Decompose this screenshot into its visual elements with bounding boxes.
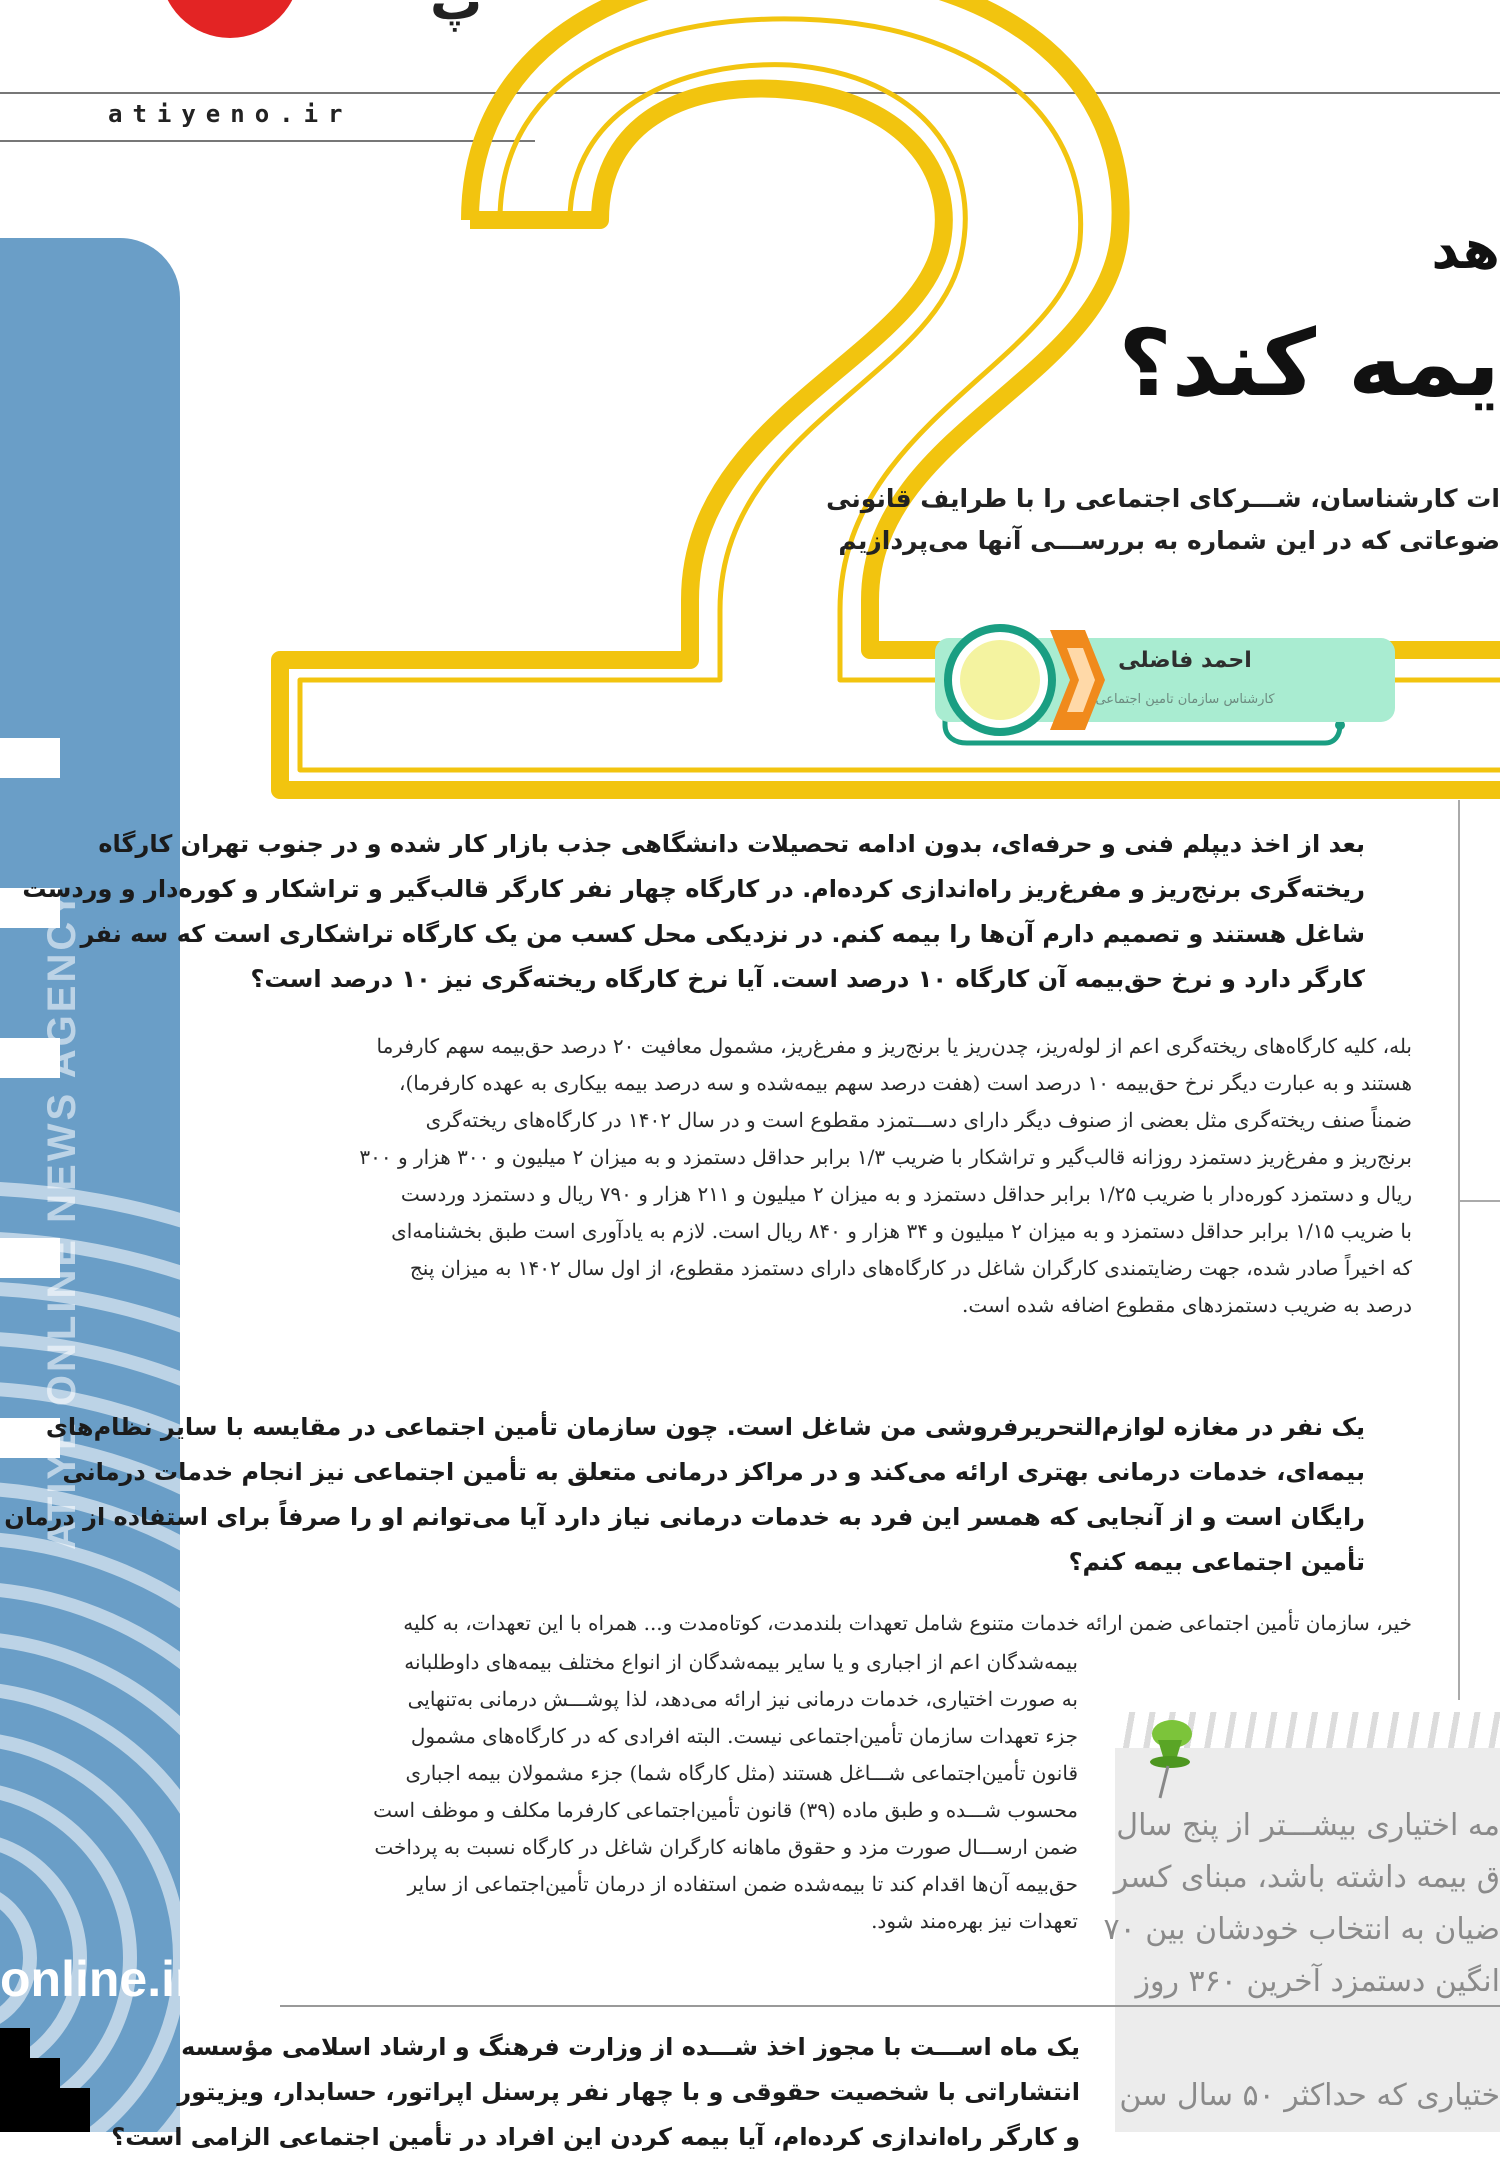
side-note-text	[1103, 1800, 1500, 2008]
answer-line: محسوب شـــده و طبق ماده (۳۹) قانون تأمین‌اجتماعی کارفرما مکلف و موظف است	[373, 1798, 1078, 1822]
answer-line: هستند و به عبارت دیگر نرخ حق‌بیمه ۱۰ درصد است (هفت درصد سهم بیمه‌شده و سه درصد بیمه بیکاری به عهده کارفرما)،	[399, 1071, 1412, 1095]
question-line: کارگر دارد و نرخ حق‌بیمه آن کارگاه ۱۰ درصد است. آیا نرخ کارگاه ریخته‌گری نیز ۱۰ درصد است؟	[250, 965, 1365, 993]
question-line: بیمه‌ای، خدمات درمانی بهتری ارائه می‌کند و در مراکز درمانی متعلق به تأمین اجتماعی نیز انجام خدمات درمانی	[62, 1458, 1365, 1486]
article-lead	[826, 478, 1500, 562]
band-url-fragment: online.ir	[0, 1951, 195, 2007]
side-note-text-2	[1119, 2070, 1500, 2122]
answer-2-first-line	[282, 1605, 1412, 1642]
answer-line: بله، کلیه کارگاه‌های ریخته‌گری اعم از لوله‌ریز، چدن‌ریز یا برنج‌ریز و مفرغ‌ریز، مشمول معافیت ۲۰ درصد حق‌بیمه سهم کارفرما	[376, 1034, 1412, 1058]
section-divider	[280, 2005, 1500, 2007]
question-line: و کارگر راه‌اندازی کرده‌ام، آیا بیمه کردن این افراد در تأمین اجتماعی الزامی است؟	[111, 2123, 1080, 2151]
column-rule-tick	[1458, 1200, 1500, 1202]
question-3	[111, 2025, 1080, 2160]
answer-line: با ضریب ۱/۱۵ برابر حداقل دستمزد و به میزان ۲ میلیون و ۳۴ هزار و ۸۴۰ ریال است. لازم به یادآوری است طبق بخشنامه‌ای	[391, 1219, 1412, 1243]
answer-line: به صورت اختیاری، خدمات درمانی نیز ارائه می‌دهد، لذا پوشـــش درمانی به‌تنهایی	[407, 1687, 1078, 1711]
note-line: ضیان به انتخاب خودشان بین ۷۰	[1103, 1912, 1500, 1947]
answer-line: برنج‌ریز و مفرغ‌ریز دستمزد روزانه قالب‌گیر و تراشکار با ضریب ۱/۳ برابر حداقل دستمزد و به میزان ۲ میلیون و ۳۰۰ هزار و ۳۰۰	[359, 1145, 1412, 1169]
note-line: ختیاری که حداکثر ۵۰ سال سن	[1119, 2078, 1500, 2113]
question-line: رایگان است و از آنجایی که همسر این فرد به خدمات درمانی نیاز دارد آیا می‌توانم او را صرفاً برای استفاده از درمان	[4, 1503, 1365, 1531]
note-line: مه اختیاری بیشـــتر از پنج سال	[1116, 1808, 1500, 1843]
column-rule	[1458, 800, 1460, 1700]
answer-line: درصد به ضریب دستمزدهای مقطوع اضافه شده است.	[961, 1293, 1412, 1317]
answer-line: ضمن ارســـال صورت مزد و حقوق ماهانه کارگران شاغل در کارگاه نسبت به پرداخت	[374, 1835, 1078, 1859]
answer-2	[278, 1644, 1078, 1940]
question-line: یک ماه اســـت با مجوز اخذ شـــده از وزارت فرهنگ و ارشاد اسلامی مؤسسه	[181, 2033, 1080, 2061]
question-line: ریخته‌گری برنج‌ریز و مفرغ‌ریز راه‌اندازی کرده‌ام. در کارگاه چهار نفر کارگر قالب‌گیر و تراشکار و کوره‌دار و وردست	[22, 875, 1365, 903]
answer-1	[282, 1028, 1412, 1324]
question-line: تأمین اجتماعی بیمه کنم؟	[1068, 1548, 1365, 1576]
answer-line: که اخیراً صادر شده، جهت رضایتمندی کارگران شاغل در کارگاه‌های دارای دستمزد مقطوع، از اول سال ۱۴۰۲ به میزان پنج	[409, 1256, 1412, 1280]
answer-line: حق‌بیمه آن‌ها اقدام کند تا بیمه‌شده ضمن استفاده از درمان تأمین‌اجتماعی از سایر	[407, 1872, 1078, 1896]
lead-line: ات کارشناسان، شـــرکای اجتماعی را با طرایف قانونی	[826, 484, 1500, 513]
lead-line: ضوعاتی که در این شماره به بررســـی آنها می‌پردازیم	[838, 526, 1500, 555]
band-vertical-text: ATIYE ONLINE NEWS AGENCY	[40, 889, 84, 1550]
answer-line: ضمناً صنف ریخته‌گری مثل بعضی از صنوف دیگر دارای دســـتمزد مقطوع است و در سال ۱۴۰۲ در کارگاه‌های ریخته‌گری	[425, 1108, 1412, 1132]
answer-line: خیر، سازمان تأمین اجتماعی ضمن ارائه خدمات متنوع شامل تعهدات بلندمدت، کوتاه‌مدت و... همراه با این تعهدات، به کلیه	[403, 1611, 1412, 1635]
question-line: شاغل هستند و تصمیم دارم آن‌ها را بیمه کنم. در نزدیکی محل کسب من یک کارگاه تراشکاری است که سه نفر	[80, 920, 1365, 948]
question-1	[22, 822, 1365, 1002]
answer-line: تعهدات نیز بهره‌مند شود.	[871, 1909, 1078, 1933]
pushpin-icon	[1130, 1712, 1210, 1802]
question-line: یک نفر در مغازه لوازم‌التحریرفروشی من شاغل است. چون سازمان تأمین اجتماعی در مقایسه با سایر نظام‌های	[45, 1413, 1365, 1441]
answer-line: ریال و دستمزد کوره‌دار با ضریب ۱/۲۵ برابر حداقل دستمزد و به میزان ۲ میلیون و ۲۱۱ هزار و ۷۹۰ ریال و دستمزد وردست	[400, 1182, 1412, 1206]
chevron-right-icon	[1045, 620, 1115, 740]
question-line: بعد از اخذ دیپلم فنی و حرفه‌ای، بدون ادامه تحصیلات دانشگاهی جذب بازار کار شده و در جنوب تهران کارگاه	[98, 830, 1365, 858]
note-line: انگین دستمزد آخرین ۳۶۰ روز	[1135, 1964, 1500, 1999]
question-2	[4, 1405, 1365, 1585]
note-line: ق بیمه داشته باشد، مبنای کسر	[1113, 1860, 1500, 1895]
answer-line: قانون تأمین‌اجتماعی شـــاغل هستند (مثل کارگاه شما) جزء مشمولان بیمه اجباری	[405, 1761, 1078, 1785]
author-role: کارشناس سازمان تامین اجتماعی	[1095, 692, 1275, 707]
site-url[interactable]: atiyeno.ir	[108, 100, 353, 128]
question-line: انتشاراتی با شخصیت حقوقی و با چهار نفر پرسنل اپراتور، حسابدار، ویزیتور	[177, 2078, 1080, 2106]
header-title-fragment: پ	[430, 0, 483, 32]
answer-line: جزء تعهدات سازمان تأمین‌اجتماعی نیست. البته افرادی که در کارگاه‌های مشمول	[410, 1724, 1078, 1748]
article-kicker: هد	[1431, 218, 1500, 281]
author-name: احمد فاضلی	[1118, 648, 1252, 673]
answer-line: بیمه‌شدگان اعم از اجباری و یا سایر بیمه‌شدگان از انواع مختلف بیمه‌های داوطلبانه	[404, 1650, 1078, 1674]
article-title: یمه کند؟	[1118, 310, 1500, 417]
